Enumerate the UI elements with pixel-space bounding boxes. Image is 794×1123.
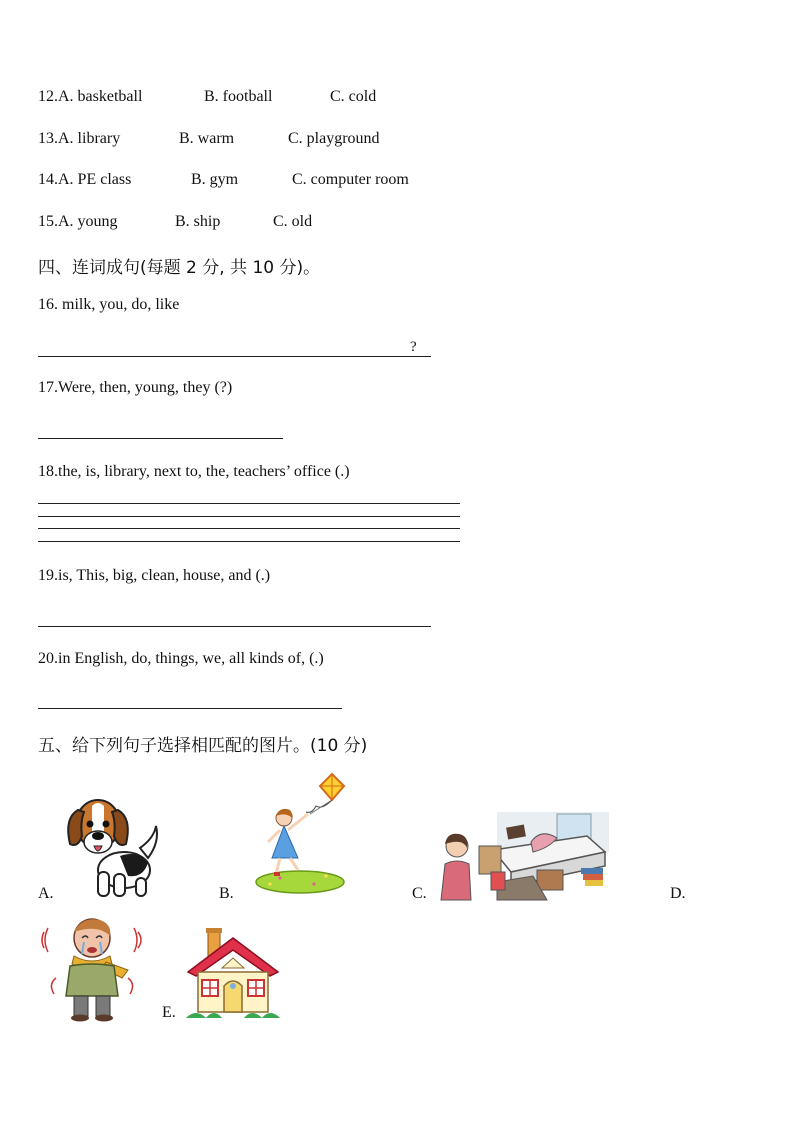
answer-line-20[interactable] — [38, 708, 342, 709]
mc-13-option-a: 13.A. library — [38, 130, 121, 147]
question-17: 17.Were, then, young, they (?) — [38, 379, 233, 396]
answer-line-18c[interactable] — [38, 528, 460, 529]
answer-16-question-mark: ? — [410, 339, 417, 355]
mc-12-option-a: 12.A. basketball — [38, 88, 143, 105]
question-20: 20.in English, do, things, we, all kinds of, (.) — [38, 650, 324, 667]
picture-label-b: B. — [219, 885, 234, 902]
question-19: 19.is, This, big, clean, house, and (.) — [38, 567, 271, 584]
section-4-heading: 四、连词成句(每题 2 分, 共 10 分)。 — [38, 258, 321, 278]
dog-icon — [62, 786, 160, 900]
answer-line-18d[interactable] — [38, 541, 460, 542]
house-icon — [186, 928, 280, 1020]
mc-15-option-a: 15.A. young — [38, 213, 118, 230]
question-16: 16. milk, you, do, like — [38, 296, 180, 313]
answer-line-16[interactable] — [38, 356, 431, 357]
mc-15-option-c: C. old — [273, 213, 313, 230]
mc-14-option-b: B. gym — [191, 171, 239, 188]
cold-boy-icon — [38, 914, 146, 1022]
mc-14-option-c: C. computer room — [292, 171, 409, 188]
answer-line-19[interactable] — [38, 626, 431, 627]
mc-13-option-c: C. playground — [288, 130, 380, 147]
picture-label-c: C. — [412, 885, 427, 902]
mc-12-option-c: C. cold — [330, 88, 377, 105]
question-18: 18.the, is, library, next to, the, teachers’ office (.) — [38, 463, 350, 480]
mc-13-option-b: B. warm — [179, 130, 235, 147]
answer-line-18b[interactable] — [38, 516, 460, 517]
answer-line-17[interactable] — [38, 438, 283, 439]
mc-12-option-b: B. football — [204, 88, 273, 105]
messy-room-icon — [437, 812, 609, 900]
picture-label-e: E. — [162, 1004, 176, 1021]
answer-line-18a[interactable] — [38, 503, 460, 504]
mc-14-option-a: 14.A. PE class — [38, 171, 132, 188]
picture-label-a: A. — [38, 885, 54, 902]
mc-15-option-b: B. ship — [175, 213, 221, 230]
picture-label-d: D. — [670, 885, 686, 902]
section-5-heading: 五、给下列句子选择相匹配的图片。(10 分) — [38, 736, 368, 756]
girl-kite-icon — [254, 770, 348, 896]
